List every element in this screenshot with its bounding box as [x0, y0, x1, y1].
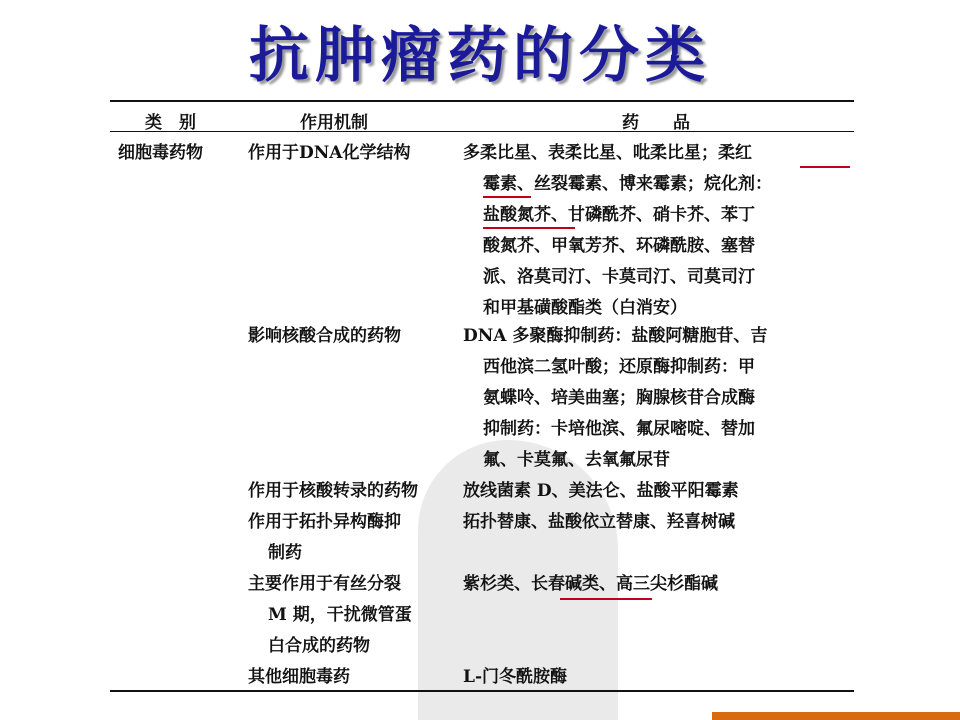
drug-line: 盐酸氮芥、甘磷酰芥、硝卡芥、苯丁 — [483, 205, 755, 225]
drug-line: 紫杉类、长春碱类、高三尖杉酯碱 — [463, 574, 718, 594]
row-topoisomerase-mechanism — [248, 507, 401, 569]
underline-mark-daunorubicin — [800, 166, 850, 168]
row-dna-structure-mechanism — [248, 138, 410, 169]
drug-line: 和甲基磺酸酯类（白消安） — [483, 298, 687, 318]
underline-mark-chlormethine — [483, 227, 575, 229]
drug-line: 派、洛莫司汀、卡莫司汀、司莫司汀 — [483, 267, 755, 287]
mechanism-line: M 期，干扰微管蛋 — [268, 605, 412, 625]
mechanism-line: 作用于核酸转录的药物 — [248, 481, 418, 501]
drug-line: 霉素、丝裂霉素、博来霉素；烷化剂： — [483, 174, 772, 194]
mechanism-line: 其他细胞毒药 — [248, 667, 350, 687]
mechanism-line: 作用于拓扑异构酶抑 — [248, 512, 401, 532]
mechanism-line: 主要作用于有丝分裂 — [248, 574, 401, 594]
mechanism-line: 影响核酸合成的药物 — [248, 326, 401, 346]
category-cytotoxic-drugs: 细胞毒药物 — [118, 143, 203, 163]
drug-line: 氟、卡莫氟、去氧氟尿苷 — [483, 450, 670, 470]
drug-line: 放线菌素 D、美法仑、盐酸平阳霉素 — [463, 481, 739, 501]
row-other-cytotoxic-drugs — [463, 662, 567, 693]
drug-line: 拓扑替康、盐酸依立替康、羟喜树碱 — [463, 512, 735, 532]
drug-line: DNA 多聚酶抑制药：盐酸阿糖胞苷、吉 — [463, 326, 768, 346]
row-mitosis-drugs — [463, 569, 718, 600]
underline-mark-vinca-alkaloids — [560, 598, 652, 600]
table-top-rule — [110, 100, 854, 102]
drug-line: L-门冬酰胺酶 — [463, 667, 568, 687]
table-header-rule — [110, 131, 854, 132]
row-nucleic-acid-synthesis-mechanism — [248, 321, 401, 352]
header-drugs: 药 品 — [622, 113, 690, 133]
drug-line: 多柔比星、表柔比星、吡柔比星；柔红 — [463, 143, 752, 163]
row-topoisomerase-drugs — [463, 507, 735, 538]
drug-line: 西他滨二氢叶酸；还原酶抑制药：甲 — [483, 357, 755, 377]
mechanism-line: 作用于DNA化学结构 — [248, 143, 411, 163]
underline-mark-daunorubicin-cont — [483, 196, 531, 198]
page-title: 抗肿瘤药的分类 — [249, 21, 711, 91]
drug-line: 氨蝶呤、培美曲塞；胸腺核苷合成酶 — [483, 388, 755, 408]
header-mechanism: 作用机制 — [300, 113, 368, 133]
row-dna-structure-drugs — [463, 138, 772, 324]
drug-line: 酸氮芥、甲氧芳芥、环磷酰胺、塞替 — [483, 236, 755, 256]
mechanism-line: 制药 — [268, 543, 302, 563]
row-transcription-mechanism — [248, 476, 418, 507]
row-mitosis-mechanism — [248, 569, 412, 662]
slide-corner-accent — [712, 712, 960, 720]
mechanism-line: 白合成的药物 — [268, 636, 370, 656]
row-transcription-drugs — [463, 476, 739, 507]
row-other-cytotoxic-mechanism — [248, 662, 350, 693]
row-nucleic-acid-synthesis-drugs — [463, 321, 767, 476]
header-category: 类 别 — [145, 113, 196, 133]
drug-line: 抑制药：卡培他滨、氟尿嘧啶、替加 — [483, 419, 755, 439]
